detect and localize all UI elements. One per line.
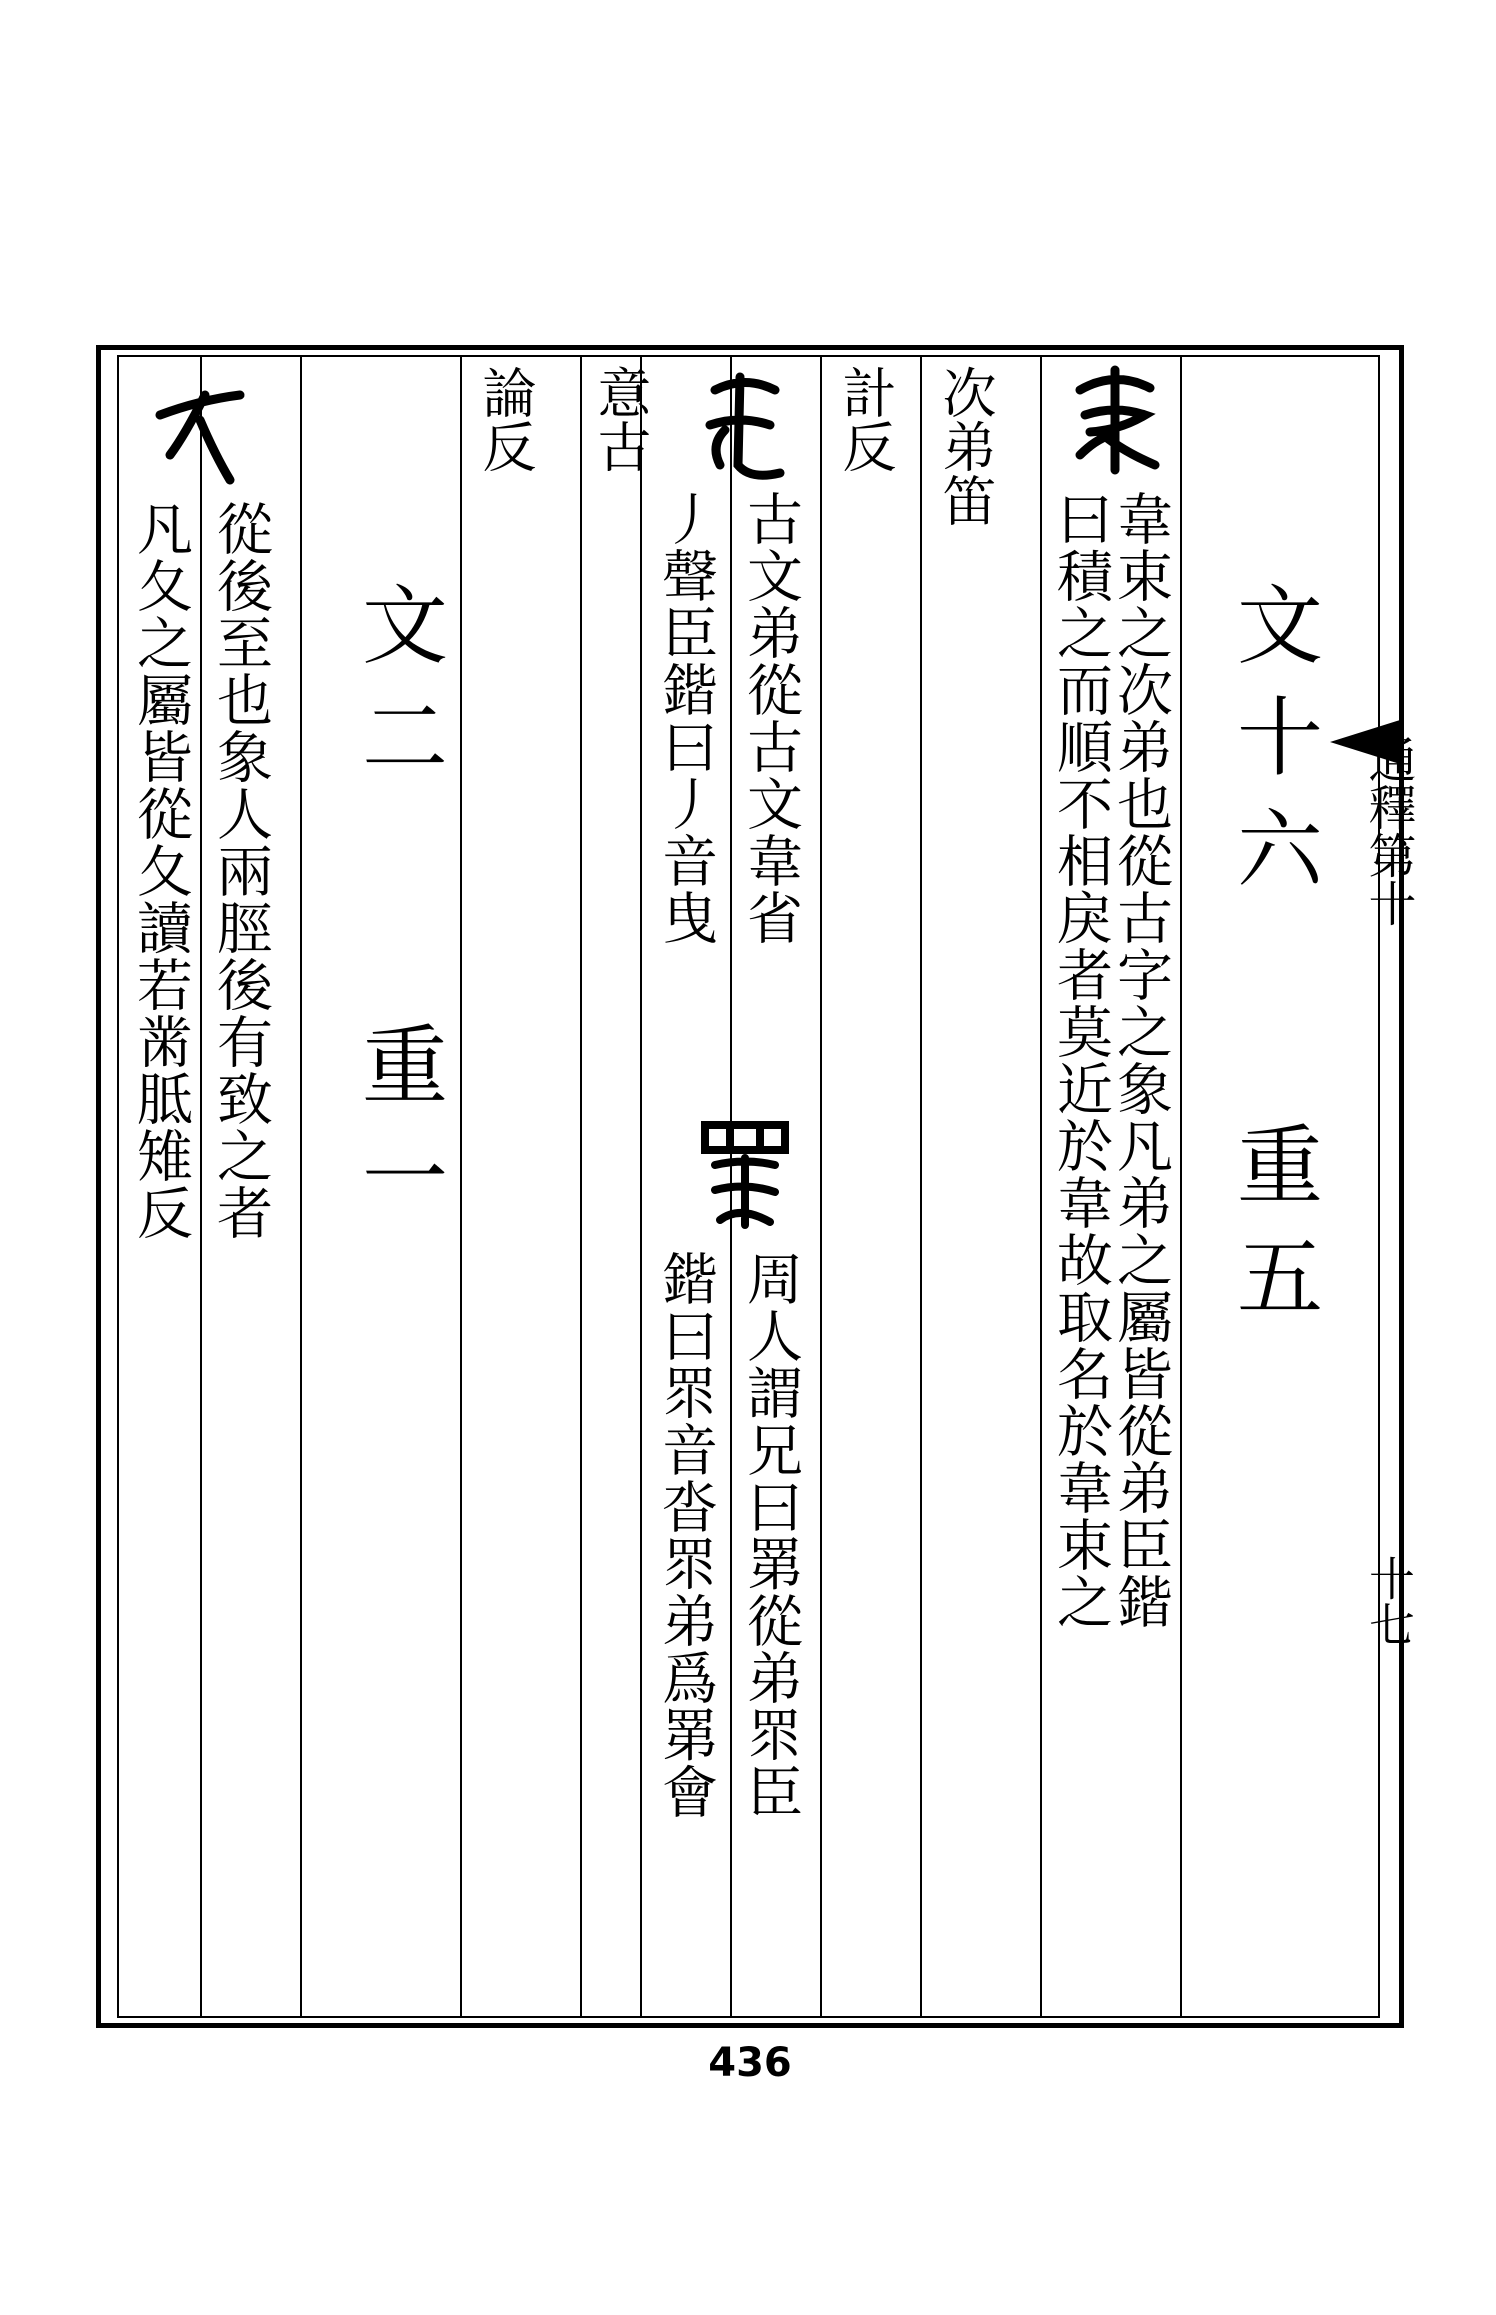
column-rule — [640, 355, 642, 2018]
column-rule — [820, 355, 822, 2018]
column-rule — [580, 355, 582, 2018]
entry-gloss: 韋束之次弟也從古字之象凡弟之屬皆從弟臣鍇 — [1108, 490, 1173, 1630]
column-rule — [200, 355, 202, 2018]
entry-kun-reading: 意古 — [589, 365, 652, 473]
entry-guwen-gloss: 古文弟從古文韋省 — [738, 490, 803, 946]
entry-zhi-gloss: 從後至也象人兩脛後有致之者 — [208, 500, 273, 1241]
margin-strip — [1360, 355, 1416, 2018]
column-rule — [1040, 355, 1042, 2018]
entry-guwen-note: 丿聲臣鍇曰丿音曳 — [653, 490, 718, 946]
column-rule — [460, 355, 462, 2018]
entry-zhi-note: 凡夂之屬皆從夂讀若黹胝雉反 — [128, 500, 193, 1241]
entry-reading: 計反 — [834, 365, 897, 473]
entry-kun-reading: 論反 — [474, 365, 537, 473]
entry-commentary: 曰積之而順不相戾者莫近於韋故取名於韋束之 — [1048, 490, 1113, 1630]
column-rule — [300, 355, 302, 2018]
summary-duplicates: 重一 — [347, 1020, 447, 1244]
margin-chapter-title: 通釋第十 — [1360, 735, 1416, 927]
fishtail-mark — [1330, 720, 1400, 764]
summary-count: 文十六 — [1222, 580, 1322, 916]
page-number: 436 — [708, 2040, 792, 2086]
column-rule — [920, 355, 922, 2018]
seal-glyph-icon — [1060, 360, 1170, 480]
entry-commentary-continued: 次弟笛 — [934, 365, 997, 527]
margin-leaf-number: 十七 — [1362, 1555, 1416, 1647]
seal-glyph-icon — [145, 375, 255, 495]
summary-duplicates: 重五 — [1222, 1120, 1322, 1344]
entry-kun-gloss: 周人謂兄曰罤從弟眔臣 — [738, 1250, 803, 1820]
column-rule — [1180, 355, 1182, 2018]
entry-kun-note: 鍇曰眔音沓眔弟爲罤會 — [653, 1250, 718, 1820]
summary-count: 文二 — [347, 580, 447, 804]
seal-glyph-icon — [690, 365, 800, 485]
seal-glyph-icon — [690, 1110, 800, 1230]
